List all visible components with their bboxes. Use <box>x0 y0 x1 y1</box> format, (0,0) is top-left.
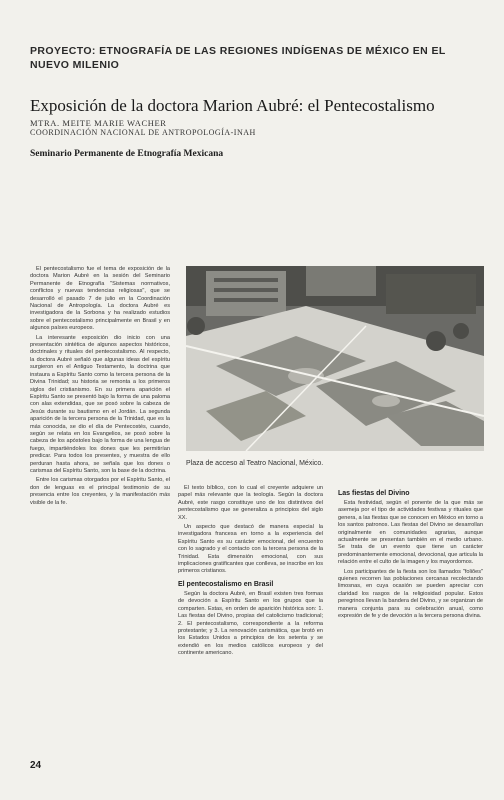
paragraph: Los participantes de la fiesta son los llamados "foliões" quienes recorren las poblaciones cercanas recolectando limosnas, en cuya ocasión se pueden apreciar con claridad los rasgos de la religiosidad popular. Estos peregrinos llevan la bandera del Divino, y se organizan de manera conjunta para su celebración anual, como expresión de fe y de devoción a la tercera persona divina. <box>338 568 483 620</box>
paragraph: Esta festividad, según el ponente de la que más se asemeja por el tipo de actividades festivas y rituales que genera, a las fiestas que se conocen en México en torno a los santos patronos. Las fiestas del Divino se desarrollan originalmente en comunidades agrarias, aunque actualmente se presentan también en el medio urbano. Se trata de un evento que tiene un carácter predominantemente emocional, devocional, que articula la relación entre el culto de la imagen y los mayordomos. <box>338 500 483 566</box>
paragraph: Según la doctora Aubré, en Brasil existen tres formas de devoción a Espíritu Santo en los grupos que la comparten. Estas, en orden de aparición histórica son: 1. Las fiestas del Divino, propias del catolicismo tradicional; 2. El pentecostalismo, correspondiente a la reforma protestante; y 3. La renovación carismática, que brotó en los Estados Unidos a principios de los setenta y se extendió en los medios católicos europeos y del continente americano. <box>178 590 323 657</box>
photo-caption: Plaza de acceso al Teatro Nacional, México. <box>186 460 324 467</box>
paragraph: Entre los carismas otorgados por el Espíritu Santo, el don de lenguas es el principal testimonio de su presencia entre los creyentes, y la manifestación más visible de la fe. <box>30 477 170 506</box>
paragraph: El pentecostalismo fue el tema de exposición de la doctora Marion Aubré en la sesión del Seminario Permanente de Etnografía "Sistemas normativos, conflictos y nuevas tendencias religiosas", que se desarrolló el pasado 7 de julio en la Coordinación Nacional de Antropología. La doctora Aubré es investigadora de la Sorbona y ha realizado estudios sobre el pentecostalismo principalmente en Brasil y en algunos países europeos. <box>30 266 170 332</box>
text-column-1 <box>30 266 170 736</box>
paragraph: El texto bíblico, con lo cual el creyente adquiere un papel más relevante que la teología. Según la doctora Aubré, este rasgo constituye uno de los distintivos del pentecostalismo que se generaliza a principios del siglo XX. <box>178 485 323 521</box>
section-subheading: Las fiestas del Divino <box>338 490 410 497</box>
section-subheading: El pentecostalismo en Brasil <box>178 580 274 588</box>
article-title: Exposición de la doctora Marion Aubré: el Pentecostalismo <box>30 96 435 115</box>
text-column-3 <box>338 485 483 735</box>
plaza-photo <box>186 266 484 451</box>
page-number: 24 <box>30 760 42 771</box>
project-heading: PROYECTO: ETNOGRAFÍA DE LAS REGIONES INDÍGENAS DE MÉXICO EN EL NUEVO MILENIO <box>30 45 446 71</box>
paragraph: La interesante exposición dio inicio con una presentación sintética de algunos aspectos históricos, doctrinales y rituales del pentecostalismo. Al respecto, la doctora Aubré señaló que algunas ideas del espíritu surgieron en el Antiguo Testamento, la doctrina que instaura a Espíritu Santo como la tercera persona de la Divina Trinidad; su historia se remonta a los primeros siglos del cristianismo. En su primera aparición el Espíritu Santo se presentó bajo la forma de una paloma con alas extendidas, que se posó sobre la cabeza de Jesús durante su bautismo en el Jordán. La segunda aparición de la tercera persona de la Trinidad, que es la más conocida, se dio el día de Pentecostés, cuando, según se relata en los Evangelios, se posó sobre la cabeza de los apóstoles bajo la forma de una lengua de fuego, impartiéndoles los dones que les permitirían predicar. Para todos los presentes, y muestra de ello perduran hasta ahora, se señala que los dones o carismas del Espíritu Santo, son la base de la doctrina. <box>30 334 170 474</box>
author-institution: COORDINACIÓN NACIONAL DE ANTROPOLOGÍA-INAH <box>30 128 256 137</box>
paragraph: Un aspecto que destacó de manera especial la investigadora francesa en torno a la experiencia del Espíritu Santo es su carácter emocional, del encuentro con lo sagrado y el contacto con la tercera persona de la Trinidad. Esta dimensión emocional, con sus implicaciones gratificantes que conlleva, se inscribe en los primeros cristianos. <box>178 524 323 575</box>
text-column-2 <box>178 485 323 735</box>
seminar-heading: Seminario Permanente de Etnografía Mexicana <box>30 149 224 159</box>
author-name: MTRA. MEITE MARIE WACHER <box>30 118 167 128</box>
